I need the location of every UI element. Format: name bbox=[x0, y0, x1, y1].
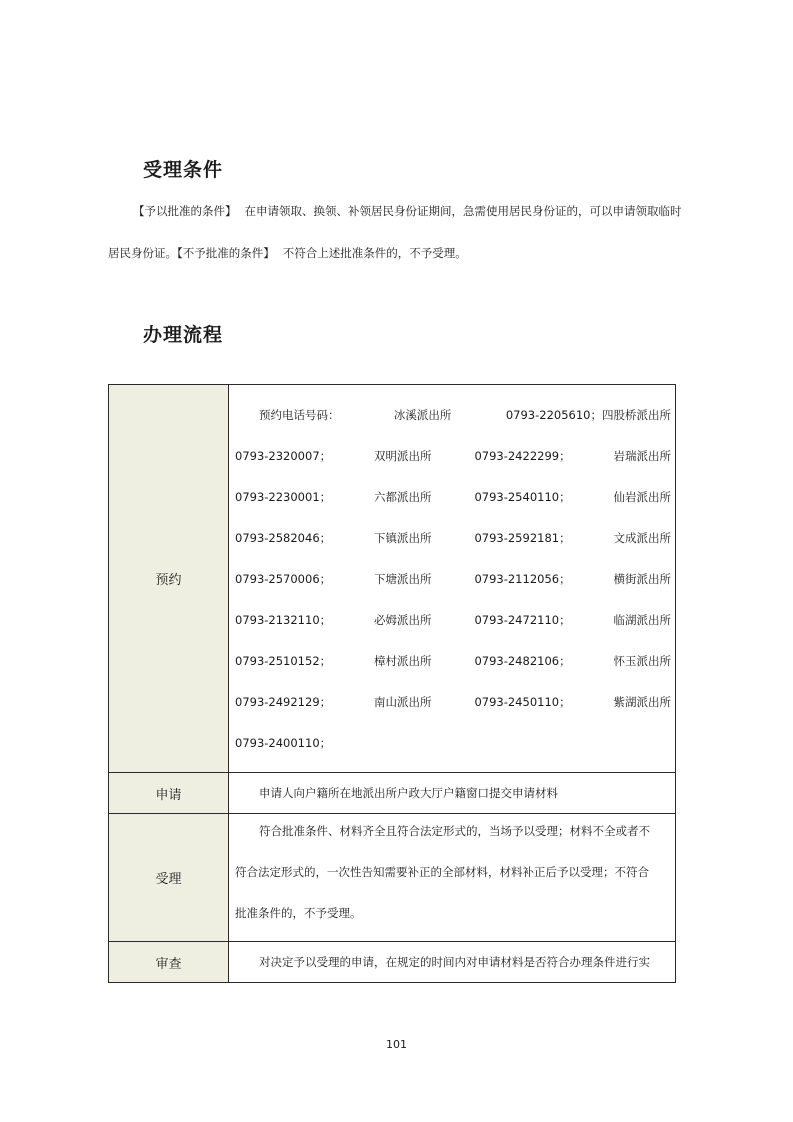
approval-condition-text-end: 居民身份证。 bbox=[108, 246, 177, 260]
contact-segment: 0793-2472110； bbox=[474, 613, 571, 627]
row-label-review: 审查 bbox=[109, 942, 229, 983]
contact-segment: 下塘派出所 bbox=[374, 572, 432, 586]
conditions-paragraph-line-1 bbox=[133, 204, 682, 218]
contact-segment: 0793-2582046； bbox=[235, 531, 332, 545]
contact-segment: 樟村派出所 bbox=[374, 654, 432, 668]
contact-segment: 预约电话号码： bbox=[259, 408, 340, 422]
contact-segment: 0793-2570006； bbox=[235, 572, 332, 586]
contact-line bbox=[235, 526, 671, 567]
contact-segment: 临湖派出所 bbox=[613, 613, 671, 627]
contact-segment: 仙岩派出所 bbox=[613, 490, 671, 504]
section-heading-conditions: 受理条件 bbox=[143, 159, 224, 181]
contact-segment: 0793-2540110； bbox=[474, 490, 571, 504]
row-label-application: 申请 bbox=[109, 773, 229, 814]
contact-segment: 0793-2132110； bbox=[235, 613, 332, 627]
contact-line bbox=[235, 485, 671, 526]
contact-segment: 0793-2422299； bbox=[474, 449, 571, 463]
contact-segment: 下镇派出所 bbox=[374, 531, 432, 545]
contact-segment: 岩瑞派出所 bbox=[613, 449, 671, 463]
approval-condition-text: 在申请领取、换领、补领居民身份证期间，急需使用居民身份证的，可以申请领取临时 bbox=[244, 204, 682, 218]
application-cell bbox=[229, 773, 676, 814]
table-row bbox=[109, 773, 676, 814]
contact-segment: 0793-2320007； bbox=[235, 449, 332, 463]
contact-segment: 0793-2492129； bbox=[235, 695, 332, 709]
contact-segment: 0793-2205610；四股桥派出所 bbox=[505, 408, 671, 422]
contact-segment: 0793-2450110； bbox=[474, 695, 571, 709]
acceptance-cell bbox=[229, 814, 676, 942]
rejection-condition-text: 不符合上述批准条件的，不予受理。 bbox=[282, 246, 467, 260]
contact-line bbox=[235, 731, 671, 772]
table-row bbox=[109, 814, 676, 942]
contact-segment: 0793-2510152； bbox=[235, 654, 332, 668]
section-heading-process: 办理流程 bbox=[143, 324, 224, 346]
contact-line bbox=[235, 608, 671, 649]
contact-segment: 双明派出所 bbox=[374, 449, 432, 463]
contact-line bbox=[235, 403, 671, 444]
contact-segment: 六都派出所 bbox=[374, 490, 432, 504]
application-text: 申请人向户籍所在地派出所户政大厅户籍窗口提交申请材料 bbox=[259, 786, 558, 800]
review-text: 对决定予以受理的申请，在规定的时间内对申请材料是否符合办理条件进行实 bbox=[259, 955, 650, 969]
contact-list bbox=[229, 385, 675, 772]
conditions-paragraph-line-2 bbox=[108, 246, 467, 260]
contact-segment: 0793-2400110； bbox=[235, 736, 332, 750]
contact-segment: 0793-2592181； bbox=[474, 531, 571, 545]
contact-segment: 必姆派出所 bbox=[374, 613, 432, 627]
contact-segment: 南山派出所 bbox=[374, 695, 432, 709]
appointment-contacts-cell bbox=[229, 385, 676, 773]
acceptance-text-line: 符合法定形式的，一次性告知需要补正的全部材料，材料补正后予以受理；不符合 bbox=[235, 865, 649, 879]
contact-line bbox=[235, 690, 671, 731]
contact-segment: 冰溪派出所 bbox=[393, 408, 452, 422]
acceptance-text-line: 符合批准条件、材料齐全且符合法定形式的，当场予以受理；材料不全或者不 bbox=[259, 824, 650, 838]
process-table bbox=[108, 384, 676, 983]
page-number: 101 bbox=[386, 1038, 407, 1051]
contact-segment: 文成派出所 bbox=[613, 531, 671, 545]
contact-segment: 怀玉派出所 bbox=[613, 654, 671, 668]
table-row bbox=[109, 942, 676, 983]
contact-segment: 紫湖派出所 bbox=[613, 695, 671, 709]
review-cell bbox=[229, 942, 676, 983]
contact-segment: 横街派出所 bbox=[613, 572, 671, 586]
rejection-condition-tag: 【不予批准的条件】 bbox=[177, 246, 275, 260]
contact-line bbox=[235, 567, 671, 608]
contact-line bbox=[235, 444, 671, 485]
contact-line bbox=[235, 649, 671, 690]
approval-condition-tag: 【予以批准的条件】 bbox=[133, 204, 237, 218]
contact-segment: 0793-2482106； bbox=[474, 654, 571, 668]
table-row bbox=[109, 385, 676, 773]
contact-segment: 0793-2112056； bbox=[474, 572, 571, 586]
row-label-acceptance: 受理 bbox=[109, 814, 229, 942]
row-label-appointment: 预约 bbox=[109, 385, 229, 773]
contact-segment: 0793-2230001； bbox=[235, 490, 332, 504]
acceptance-text-line: 批准条件的，不予受理。 bbox=[235, 906, 362, 920]
